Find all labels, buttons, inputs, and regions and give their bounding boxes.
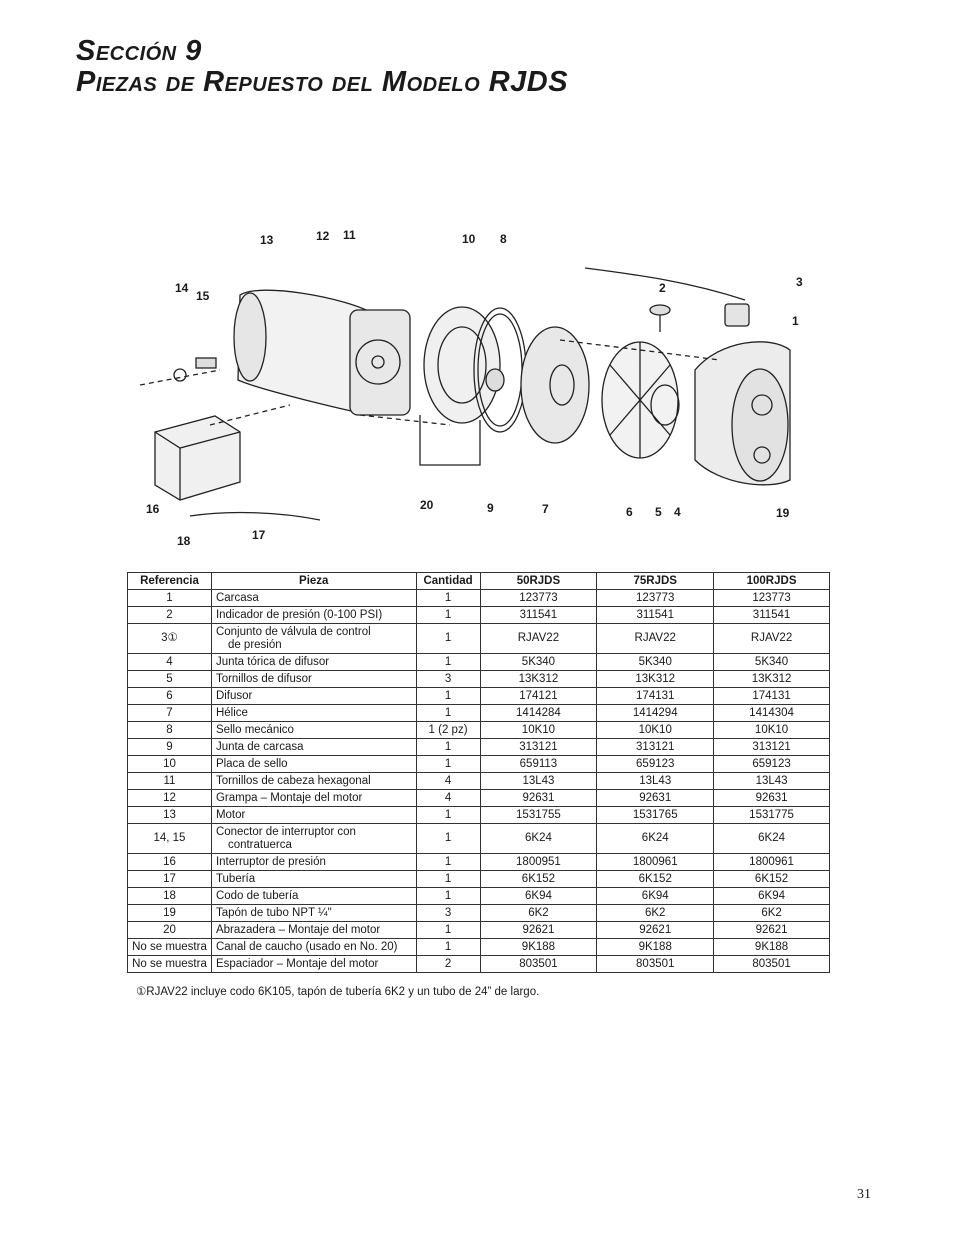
table-row	[128, 671, 830, 688]
cell-50rjds: 6K94	[480, 888, 597, 905]
section-heading: Sección 9	[76, 35, 202, 67]
cell-75rjds: 1800961	[597, 854, 714, 871]
table-row	[128, 688, 830, 705]
pieza-line-continued: de presión	[227, 638, 282, 651]
table-row	[128, 739, 830, 756]
cell-75rjds: 803501	[597, 956, 714, 973]
cell-cantidad: 1	[416, 939, 480, 956]
cell-pieza	[211, 956, 416, 973]
cell-75rjds: 13K312	[597, 671, 714, 688]
pieza-line: Motor	[215, 808, 246, 821]
callout-12: 12	[316, 229, 330, 243]
pieza-line: Tornillos de difusor	[215, 672, 312, 685]
cell-referencia: 2	[128, 607, 212, 624]
cell-referencia: No se muestra	[128, 956, 212, 973]
callout-10: 10	[462, 232, 476, 246]
cell-cantidad: 1	[416, 705, 480, 722]
cell-cantidad: 1	[416, 624, 480, 654]
pieza-line: Conjunto de válvula de control	[215, 625, 371, 638]
cell-100rjds: 13K312	[714, 671, 830, 688]
cell-cantidad: 1	[416, 854, 480, 871]
cell-100rjds: 6K2	[714, 905, 830, 922]
cell-100rjds: 6K24	[714, 824, 830, 854]
callout-7: 7	[542, 502, 549, 516]
page-title	[76, 36, 568, 98]
pieza-line: Conector de interruptor con	[215, 825, 356, 838]
pieza-line: Canal de caucho (usado en No. 20)	[215, 940, 398, 953]
cell-cantidad: 1	[416, 590, 480, 607]
callout-13: 13	[260, 233, 274, 247]
cell-pieza	[211, 705, 416, 722]
table-row	[128, 590, 830, 607]
cell-100rjds: 311541	[714, 607, 830, 624]
cell-50rjds: 10K10	[480, 722, 597, 739]
callout-19: 19	[776, 506, 790, 520]
cell-cantidad: 1	[416, 807, 480, 824]
cell-cantidad: 1 (2 pz)	[416, 722, 480, 739]
cell-50rjds: 5K340	[480, 654, 597, 671]
table-row	[128, 922, 830, 939]
cell-75rjds: 9K188	[597, 939, 714, 956]
table-row	[128, 824, 830, 854]
cell-cantidad: 1	[416, 922, 480, 939]
cell-75rjds: 311541	[597, 607, 714, 624]
cell-cantidad: 2	[416, 956, 480, 973]
pieza-line: Carcasa	[215, 591, 259, 604]
cell-75rjds: 174131	[597, 688, 714, 705]
cell-cantidad: 4	[416, 773, 480, 790]
cell-50rjds: 313121	[480, 739, 597, 756]
cell-100rjds: 1531775	[714, 807, 830, 824]
pieza-line: Indicador de presión (0-100 PSI)	[215, 608, 383, 621]
cell-pieza	[211, 654, 416, 671]
footnote: ①RJAV22 incluye codo 6K105, tapón de tubería 6K2 y un tubo de 24” de largo.	[136, 986, 540, 998]
cell-100rjds: 1414304	[714, 705, 830, 722]
cell-referencia: 5	[128, 671, 212, 688]
cell-pieza	[211, 939, 416, 956]
pieza-line: Junta tórica de difusor	[215, 655, 330, 668]
pieza-line: Interruptor de presión	[215, 855, 326, 868]
table-row	[128, 722, 830, 739]
cell-50rjds: 1531755	[480, 807, 597, 824]
cell-75rjds: 92621	[597, 922, 714, 939]
cell-referencia: No se muestra	[128, 939, 212, 956]
cell-75rjds: 1531765	[597, 807, 714, 824]
cell-pieza	[211, 871, 416, 888]
table-row	[128, 807, 830, 824]
callout-9: 9	[487, 501, 494, 515]
callout-8: 8	[500, 232, 507, 246]
cell-cantidad: 1	[416, 688, 480, 705]
cell-referencia: 13	[128, 807, 212, 824]
cell-75rjds: 6K152	[597, 871, 714, 888]
pieza-line: Codo de tubería	[215, 889, 299, 902]
cell-cantidad: 1	[416, 824, 480, 854]
cell-pieza	[211, 739, 416, 756]
cell-50rjds: 311541	[480, 607, 597, 624]
table-row	[128, 607, 830, 624]
cell-100rjds: 9K188	[714, 939, 830, 956]
cell-referencia: 11	[128, 773, 212, 790]
callout-18: 18	[177, 534, 191, 548]
cell-75rjds: 659123	[597, 756, 714, 773]
cell-100rjds: 6K152	[714, 871, 830, 888]
cell-75rjds: 92631	[597, 790, 714, 807]
callout-3: 3	[796, 275, 803, 289]
cell-pieza	[211, 756, 416, 773]
table-row	[128, 756, 830, 773]
cell-75rjds: RJAV22	[597, 624, 714, 654]
pieza-line: Tubería	[215, 872, 256, 885]
cell-50rjds: 803501	[480, 956, 597, 973]
pieza-line: Junta de carcasa	[215, 740, 304, 753]
cell-referencia: 10	[128, 756, 212, 773]
cell-100rjds: RJAV22	[714, 624, 830, 654]
cell-50rjds: 174121	[480, 688, 597, 705]
header-cantidad: Cantidad	[416, 573, 480, 590]
table-row	[128, 888, 830, 905]
cell-cantidad: 1	[416, 871, 480, 888]
cell-referencia: 18	[128, 888, 212, 905]
callout-11: 11	[343, 228, 356, 242]
section-subheading: Piezas de Repuesto del Modelo RJDS	[76, 66, 569, 98]
cell-50rjds: 6K152	[480, 871, 597, 888]
cell-50rjds: 6K24	[480, 824, 597, 854]
pieza-line: Abrazadera – Montaje del motor	[215, 923, 381, 936]
cell-100rjds: 803501	[714, 956, 830, 973]
cell-75rjds: 6K94	[597, 888, 714, 905]
pieza-line: Hélice	[215, 706, 248, 719]
cell-pieza	[211, 688, 416, 705]
cell-cantidad: 1	[416, 607, 480, 624]
header-referencia: Referencia	[128, 573, 212, 590]
cell-referencia: 1	[128, 590, 212, 607]
cell-50rjds: RJAV22	[480, 624, 597, 654]
cell-cantidad: 1	[416, 654, 480, 671]
cell-100rjds: 92631	[714, 790, 830, 807]
cell-50rjds: 6K2	[480, 905, 597, 922]
callout-15: 15	[196, 289, 210, 303]
cell-75rjds: 10K10	[597, 722, 714, 739]
cell-50rjds: 92621	[480, 922, 597, 939]
cell-pieza	[211, 807, 416, 824]
cell-cantidad: 1	[416, 888, 480, 905]
page-number: 31	[857, 1187, 871, 1202]
cell-100rjds: 174131	[714, 688, 830, 705]
cell-75rjds: 13L43	[597, 773, 714, 790]
table-row	[128, 956, 830, 973]
cell-cantidad: 3	[416, 671, 480, 688]
callout-4: 4	[674, 505, 681, 519]
cell-cantidad: 1	[416, 756, 480, 773]
callout-16: 16	[146, 502, 160, 516]
parts-table	[127, 572, 830, 973]
cell-50rjds: 92631	[480, 790, 597, 807]
cell-pieza	[211, 671, 416, 688]
cell-100rjds: 1800961	[714, 854, 830, 871]
cell-referencia: 19	[128, 905, 212, 922]
table-row	[128, 790, 830, 807]
cell-referencia: 6	[128, 688, 212, 705]
callout-14: 14	[175, 281, 189, 295]
callout-6: 6	[626, 505, 633, 519]
cell-pieza	[211, 854, 416, 871]
table-row	[128, 905, 830, 922]
cell-pieza	[211, 607, 416, 624]
cell-cantidad: 3	[416, 905, 480, 922]
table-row	[128, 871, 830, 888]
cell-pieza	[211, 790, 416, 807]
cell-pieza	[211, 888, 416, 905]
cell-referencia: 14, 15	[128, 824, 212, 854]
cell-100rjds: 313121	[714, 739, 830, 756]
header-100rjds: 100RJDS	[714, 573, 830, 590]
cell-100rjds: 5K340	[714, 654, 830, 671]
cell-pieza	[211, 824, 416, 854]
header-75rjds: 75RJDS	[597, 573, 714, 590]
cell-100rjds: 6K94	[714, 888, 830, 905]
cell-cantidad: 1	[416, 739, 480, 756]
cell-100rjds: 10K10	[714, 722, 830, 739]
cell-50rjds: 659113	[480, 756, 597, 773]
cell-50rjds: 123773	[480, 590, 597, 607]
callout-2: 2	[659, 281, 666, 295]
cell-referencia: 16	[128, 854, 212, 871]
cell-pieza	[211, 590, 416, 607]
cell-50rjds: 1414284	[480, 705, 597, 722]
cell-referencia: 12	[128, 790, 212, 807]
header-pieza: Pieza	[211, 573, 416, 590]
exploded-parts-diagram	[120, 220, 840, 555]
cell-75rjds: 6K24	[597, 824, 714, 854]
table-row	[128, 705, 830, 722]
cell-referencia: 9	[128, 739, 212, 756]
table-row	[128, 624, 830, 654]
pieza-line: Difusor	[215, 689, 253, 702]
cell-100rjds: 92621	[714, 922, 830, 939]
pieza-line-continued: contratuerca	[227, 838, 292, 851]
pieza-line: Grampa – Montaje del motor	[215, 791, 363, 804]
table-row	[128, 654, 830, 671]
cell-pieza	[211, 922, 416, 939]
callout-20: 20	[420, 498, 434, 512]
pieza-line: Tornillos de cabeza hexagonal	[215, 774, 371, 787]
cell-75rjds: 313121	[597, 739, 714, 756]
cell-75rjds: 5K340	[597, 654, 714, 671]
callout-17: 17	[252, 528, 266, 542]
pieza-line: Tapón de tubo NPT ¼"	[215, 906, 332, 919]
cell-50rjds: 13L43	[480, 773, 597, 790]
cell-50rjds: 9K188	[480, 939, 597, 956]
pieza-line: Espaciador – Montaje del motor	[215, 957, 379, 970]
pieza-line: Sello mecánico	[215, 723, 294, 736]
cell-cantidad: 4	[416, 790, 480, 807]
cell-referencia: 7	[128, 705, 212, 722]
cell-pieza	[211, 905, 416, 922]
cell-100rjds: 123773	[714, 590, 830, 607]
cell-50rjds: 13K312	[480, 671, 597, 688]
cell-pieza	[211, 722, 416, 739]
cell-pieza	[211, 624, 416, 654]
cell-referencia: 3①	[128, 624, 212, 654]
cell-referencia: 17	[128, 871, 212, 888]
cell-100rjds: 13L43	[714, 773, 830, 790]
table-row	[128, 854, 830, 871]
cell-75rjds: 6K2	[597, 905, 714, 922]
callout-1: 1	[792, 314, 799, 328]
header-50rjds: 50RJDS	[480, 573, 597, 590]
pieza-line: Placa de sello	[215, 757, 288, 770]
cell-referencia: 20	[128, 922, 212, 939]
cell-referencia: 4	[128, 654, 212, 671]
table-row	[128, 773, 830, 790]
cell-50rjds: 1800951	[480, 854, 597, 871]
cell-pieza	[211, 773, 416, 790]
cell-75rjds: 123773	[597, 590, 714, 607]
cell-100rjds: 659123	[714, 756, 830, 773]
table-header-row	[128, 573, 830, 590]
callout-5: 5	[655, 505, 662, 519]
table-row	[128, 939, 830, 956]
cell-referencia: 8	[128, 722, 212, 739]
cell-75rjds: 1414294	[597, 705, 714, 722]
